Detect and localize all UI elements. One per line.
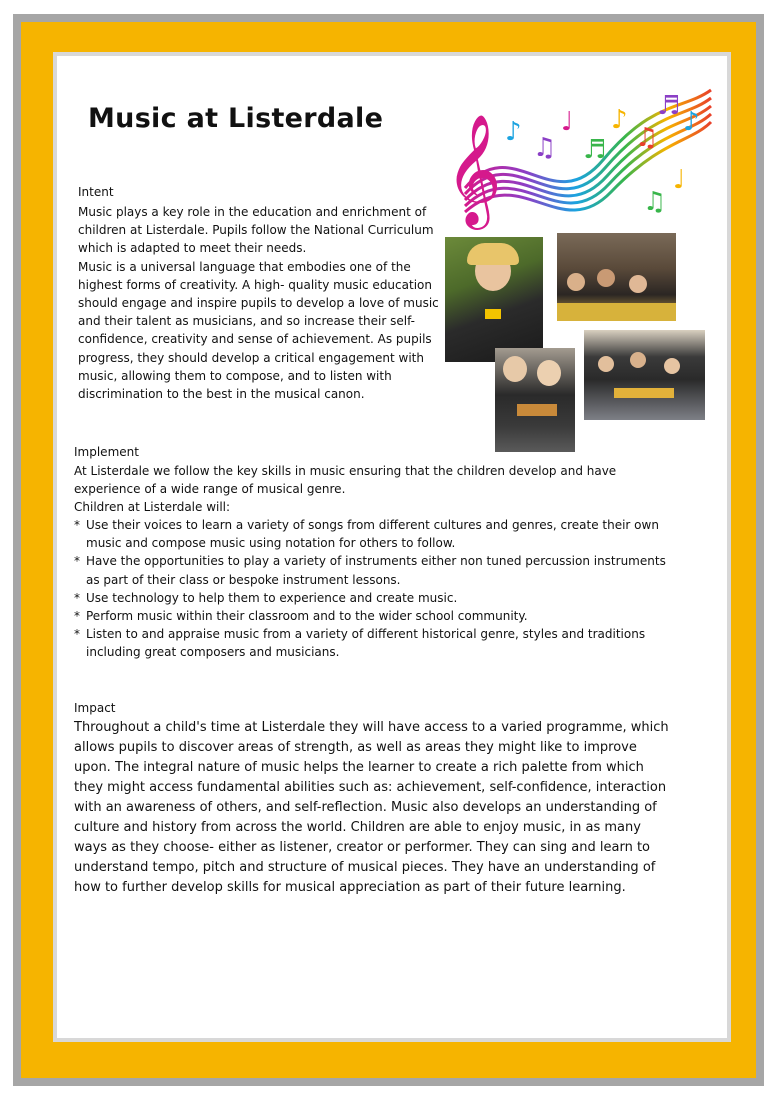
svg-text:♩: ♩ [673, 165, 686, 195]
implement-bullet-list [74, 516, 674, 662]
music-notes-icon [443, 70, 715, 230]
photo-group-on-floor [584, 330, 705, 420]
intent-paragraph: Music plays a key role in the education and enrichment of children at Listerdale. Pupils follow the National Curriculum which is adapted to meet their needs. [78, 205, 434, 256]
photo-classroom-circle [557, 233, 676, 321]
list-item: * Have the opportunities to play a variety of instruments either non tuned percussion instruments as part of their class or bespoke instrument lessons. [74, 552, 674, 588]
photo-children-with-instrument [495, 348, 575, 452]
svg-text:♫: ♫ [643, 187, 667, 217]
intent-heading: Intent [78, 185, 114, 199]
implement-intro: At Listerdale we follow the key skills in music ensuring that the children develop and have experience of a wide range of musical genre. [74, 464, 617, 497]
svg-text:♪: ♪ [611, 105, 628, 135]
list-item: * Listen to and appraise music from a variety of different historical genre, styles and traditions including great composers and musicians. [74, 625, 674, 661]
impact-text: Throughout a child's time at Listerdale they will have access to a varied programme, which allows pupils to discover areas of strength, as well as areas they might like to improve upon. The integral nature of music helps the learner to create a rich palette from which they might access fundamental abilities such as: achievement, self-confidence, interaction with an awareness of others, and self-reflection. Music also develops an understanding of culture and history from across the world. Children are able to enjoy music, in as many ways as they choose- either as listener, creator or performer. They can sing and learn to understand tempo, pitch and structure of musical pieces. They have an understanding of how to further develop skills for musical appreciation as part of their future learning. [74, 720, 669, 895]
svg-text:♪: ♪ [505, 117, 522, 147]
svg-text:♬: ♬ [583, 135, 607, 165]
svg-text:♪: ♪ [683, 107, 700, 137]
list-item: * Perform music within their classroom and to the wider school community. [74, 607, 674, 625]
svg-text:𝄞: 𝄞 [445, 113, 502, 225]
svg-text:♫: ♫ [635, 123, 659, 153]
intent-paragraph: Music is a universal language that embodies one of the highest forms of creativity. A high- quality music education should engage and inspire pupils to develop a love of music and their talent as musicians, and so increase their self-confidence, creativity and sense of achievement. As pupils progress, they should develop a critical engagement with music, allowing them to compose, and to listen with discrimination to the best in the musical canon. [78, 259, 439, 402]
implement-lead: Children at Listerdale will: [74, 500, 231, 514]
list-item: * Use their voices to learn a variety of songs from different cultures and genres, create their own music and compose music using notation for others to follow. [74, 516, 674, 552]
svg-text:♩: ♩ [561, 107, 574, 137]
implement-heading: Implement [74, 445, 139, 459]
treble-clef-icon [445, 113, 502, 230]
svg-text:♫: ♫ [533, 133, 557, 163]
impact-heading: Impact [74, 701, 116, 715]
list-item: * Use technology to help them to experience and create music. [74, 589, 674, 607]
svg-text:♬: ♬ [657, 91, 681, 121]
page-title: Music at Listerdale [88, 103, 384, 134]
photo-girl-with-shaker [445, 237, 543, 362]
intent-text [78, 203, 442, 403]
